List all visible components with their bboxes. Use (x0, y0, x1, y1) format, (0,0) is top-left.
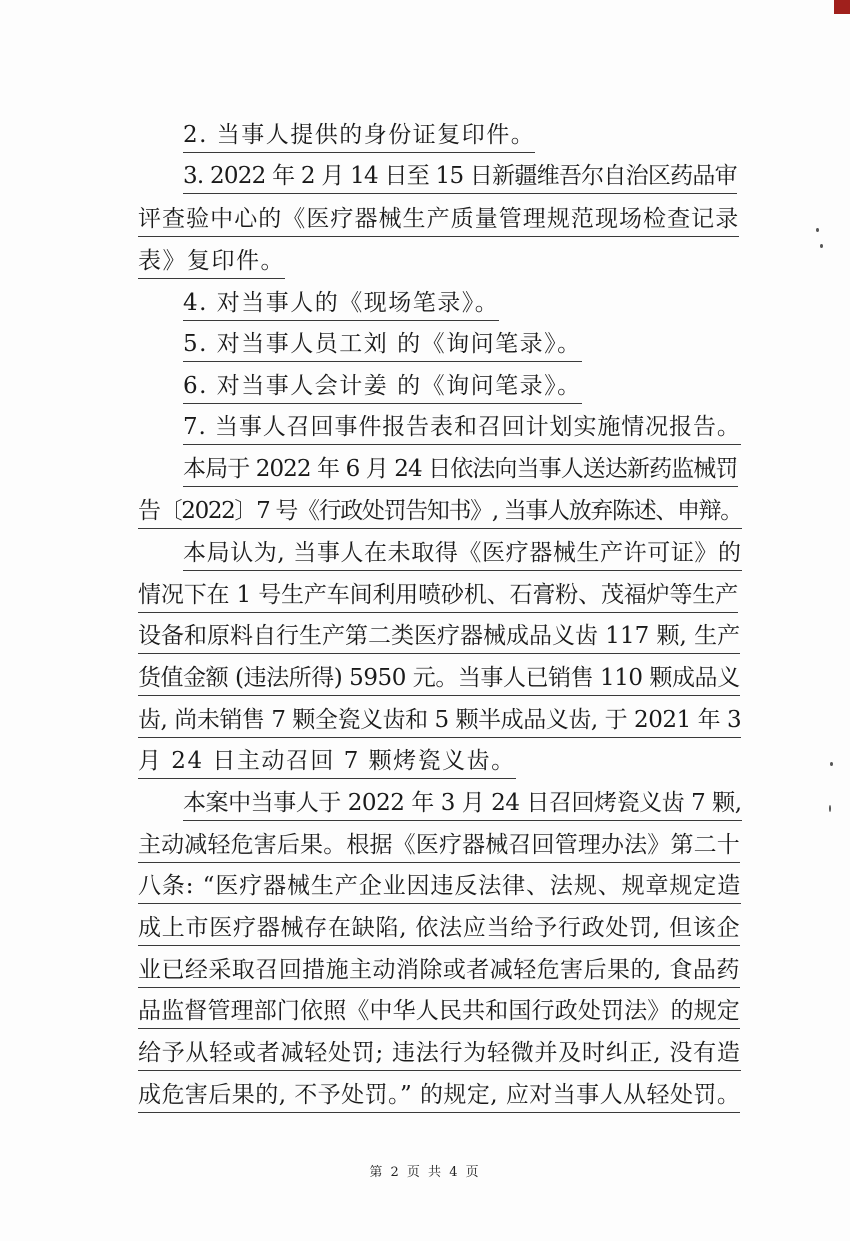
evidence-item-3-end: 表》复印件。 (138, 246, 285, 279)
evidence-item-2: 2. 当事人提供的身份证复印件。 (183, 120, 535, 153)
paragraph-recall: 本案中当事人于 2022 年 3 月 24 日召回烤瓷义齿 7 颗, (183, 788, 742, 821)
paragraph-finding-cont: 情况下在 1 号生产车间利用喷砂机、石膏粉、茂福炉等生产 (138, 580, 738, 613)
evidence-item-3-cont: 评查验中心的《医疗器械生产质量管理规范现场检查记录 (138, 204, 739, 237)
paragraph-finding-cont: 齿, 尚未销售 7 颗全瓷义齿和 5 颗半成品义齿, 于 2021 年 3 (138, 705, 741, 738)
paragraph-finding-cont: 设备和原料自行生产第二类医疗器械成品义齿 117 颗, 生产 (138, 621, 740, 654)
evidence-item-6: 6. 对当事人会计姜 的《询问笔录》。 (183, 371, 582, 404)
scan-speck (820, 244, 823, 248)
paragraph-finding-end: 月 24 日主动召回 7 颗烤瓷义齿。 (138, 746, 516, 779)
paragraph-notice: 本局于 2022 年 6 月 24 日依法向当事人送达新药监械罚 (183, 454, 738, 487)
paragraph-notice-cont: 告〔2022〕7 号《行政处罚告知书》, 当事人放弃陈述、申辩。 (138, 496, 742, 529)
corner-mark (834, 0, 850, 14)
evidence-item-5: 5. 对当事人员工刘 的《询问笔录》。 (183, 329, 582, 362)
page-number: 第 2 页 共 4 页 (369, 1165, 481, 1180)
scan-speck (816, 228, 819, 232)
paragraph-recall-cont: 给予从轻或者减轻处罚; 违法行为轻微并及时纠正, 没有造 (138, 1038, 741, 1071)
paragraph-recall-cont: 成上市医疗器械存在缺陷, 依法应当给予行政处罚, 但该企 (138, 913, 740, 946)
evidence-item-3: 3. 2022 年 2 月 14 日至 15 日新疆维吾尔自治区药品审 (183, 161, 737, 194)
paragraph-finding-cont: 货值金额 (违法所得) 5950 元。当事人已销售 110 颗成品义 (138, 663, 740, 696)
scan-speck (829, 805, 831, 812)
paragraph-recall-cont: 品监督管理部门依照《中华人民共和国行政处罚法》的规定 (138, 996, 740, 1029)
scan-speck (830, 762, 833, 766)
paragraph-recall-end: 成危害后果的, 不予处罚。” 的规定, 应对当事人从轻处罚。 (138, 1080, 740, 1113)
paragraph-finding: 本局认为, 当事人在未取得《医疗器械生产许可证》的 (183, 538, 742, 571)
evidence-item-7: 7. 当事人召回事件报告表和召回计划实施情况报告。 (183, 412, 741, 445)
paragraph-recall-cont: 主动减轻危害后果。根据《医疗器械召回管理办法》第二十 (138, 830, 740, 863)
evidence-item-4: 4. 对当事人的《现场笔录》。 (183, 288, 499, 321)
paragraph-recall-cont: 八条: “医疗器械生产企业因违反法律、法规、规章规定造 (138, 871, 741, 904)
paragraph-recall-cont: 业已经采取召回措施主动消除或者减轻危害后果的, 食品药 (138, 955, 740, 988)
